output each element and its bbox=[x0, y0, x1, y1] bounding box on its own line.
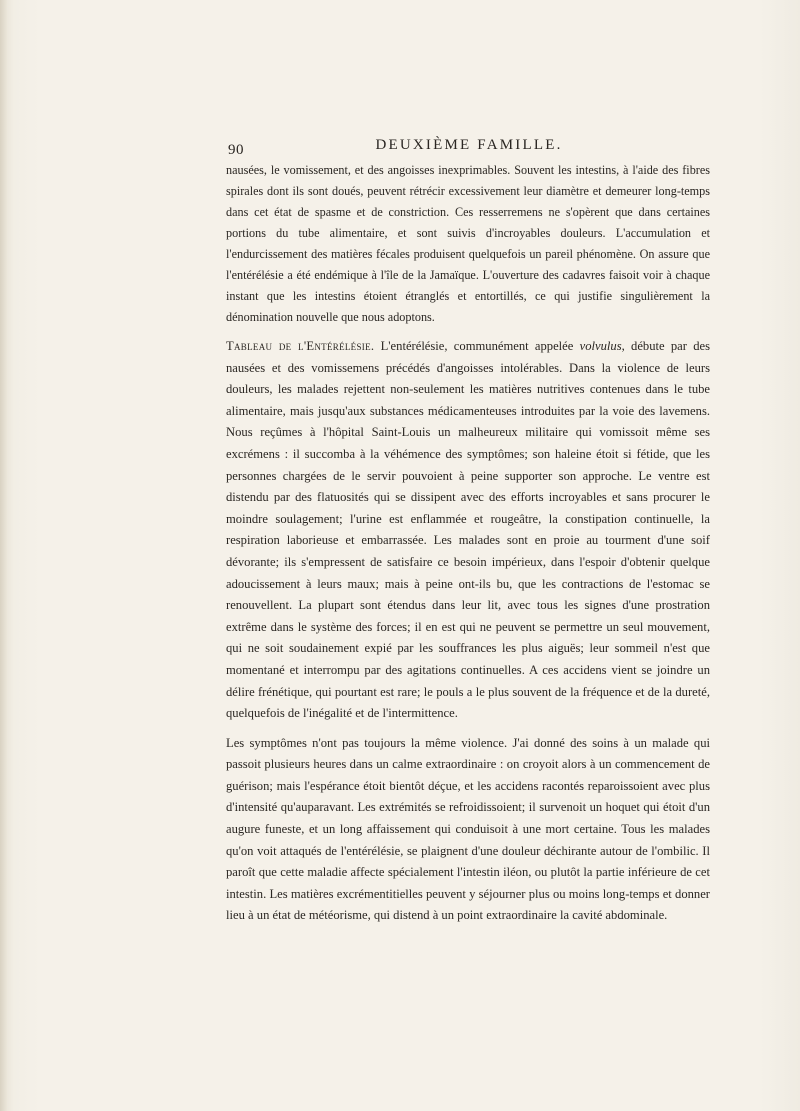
paragraph-symptomes bbox=[226, 733, 710, 927]
paragraph-text: nausées, le vomissement, et des angoisses inexprimables. Souvent les intestins, à l'aide des fibres spirales dont ils sont doués, peuvent rétrécir excessivement leur diamètre et demeurer long-temps dans cet état de spasme et de constriction. Ces resserremens ne s'opèrent que dans certaines portions du tube alimentaire, et sont suivis d'incroyables douleurs. L'accumulation et l'endurcissement des matières fécales produisent quelquefois un pareil phénomène. On assure que l'entérélésie a été endémique à l'île de la Jamaïque. L'ouverture des cadavres faisoit voir à chaque instant que les intestins étoient étranglés et entortillés, ce qui justifie singulièrement la dénomination nouvelle que nous adoptons. bbox=[226, 163, 710, 324]
italic-term: volvulus bbox=[579, 339, 622, 353]
paragraph-tableau bbox=[226, 336, 710, 725]
page-number: 90 bbox=[228, 142, 244, 158]
page-gutter-edge bbox=[0, 0, 7, 1111]
paragraph-continuation bbox=[226, 160, 710, 328]
paragraph-text: Les symptômes n'ont pas toujours la même violence. J'ai donné des soins à un malade qui passoit plusieurs heures dans un calme extraordinaire : on croyoit alors à un commencement de guérison; mais l'espérance étoit bientôt déçue, et les accidens racontés reparoissoient avec plus d'intensité qu'auparavant. Les extrémités se refroidissoient; il survenoit un hoquet qui étoit d'un augure funeste, et un long affaissement qui conduisoit à une mort certaine. Tous les malades qu'on voit attaqués de l'entérélésie, se plaignent d'une douleur déchirante autour de l'ombilic. Il paroît que cette maladie affecte spécialement l'intestin iléon, ou plutôt la partie inférieure de cet intestin. Les matières excrémentitielles peuvent y séjourner plus ou moins long-temps et donner lieu à un état de météorisme, qui distend à un point extraordinaire la cavité abdominale. bbox=[226, 735, 710, 923]
page-header bbox=[226, 137, 712, 159]
paragraph-text-intro: L'entérélésie, communément appelée bbox=[374, 339, 580, 353]
running-title: DEUXIÈME FAMILLE. bbox=[375, 137, 563, 153]
paragraph-text: , débute par des nausées et des vomissemens précédés d'angoisses intolérables. Dans la violence de leurs douleurs, les malades rejettent non-seulement les matières nutritives contenues dans le tube alimentaire, mais jusqu'aux substances médicamenteuses introduites par la voie des lavemens. Nous reçûmes à l'hôpital Saint-Louis un malheureux militaire qui vomissoit même ses excrémens : il succomba à la véhémence des symptômes; son haleine étoit si fétide, que les personnes chargées de le servir pouvoient à peine supporter son approche. Le ventre est distendu par des flatuosités qui se dissipent avec des efforts incroyables et sans procurer le moindre soulagement; l'urine est enflammée et rougeâtre, la constipation continuelle, la respiration laborieuse et embarrassée. Les malades sont en proie au tourment d'une soif dévorante; ils s'empressent de satisfaire ce besoin impérieux, dans l'espoir d'obtenir quelque adoucissement à leurs maux; mais à peine ont-ils bu, que les contractions de l'estomac se renouvellent. La plupart sont étendus dans leur lit, avec tous les signes d'une prostration extrême dans le système des forces; il en est qui ne peuvent se permettre un seul mouvement, qui ne soit soudainement expié par les souffrances les plus aiguës; leur sommeil n'est que momentané et interrompu par des agitations continuelles. A ces accidens vient se joindre un délire frénétique, qui pourtant est rare; le pouls a le plus souvent de la fréquence et de la dureté, quelquefois de l'inégalité et de l'intermittence. bbox=[226, 339, 711, 721]
body-text bbox=[226, 160, 710, 927]
section-lead: Tableau de l'Entérélésie. bbox=[226, 339, 375, 353]
